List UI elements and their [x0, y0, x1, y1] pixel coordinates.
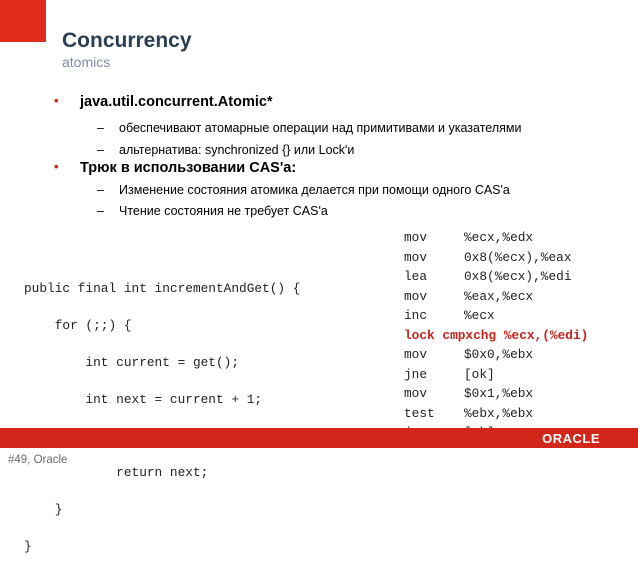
dash-icon: –	[97, 204, 104, 218]
bullet-icon: •	[54, 159, 59, 174]
sub-item	[97, 204, 328, 218]
slide-subtitle: atomics	[62, 54, 111, 70]
asm-op: lea	[404, 269, 428, 284]
code-line: public final int incrementAndGet() {	[24, 281, 301, 297]
sub-item	[97, 143, 354, 157]
asm-op: mov	[404, 386, 428, 401]
bullet-text: Трюк в использовании CAS'а:	[80, 160, 297, 176]
asm-args: 0x8(%ecx),%edi	[464, 269, 572, 284]
asm-args: [ok]	[464, 366, 495, 382]
bullet-text: java.util.concurrent.Atomic*	[80, 94, 273, 110]
code-line: }	[24, 502, 63, 518]
code-line: int next = current + 1;	[24, 391, 263, 407]
oracle-logo: ORACLE	[542, 431, 600, 446]
code-line: int current = get();	[24, 355, 240, 370]
sub-item-text: Чтение состояния не требует CAS'а	[119, 204, 328, 218]
dash-icon: –	[97, 183, 104, 197]
asm-row	[404, 345, 588, 365]
code-line: for (;;) {	[24, 318, 132, 334]
asm-op: inc	[404, 308, 428, 323]
bullet-icon: •	[54, 93, 59, 108]
asm-row	[404, 228, 588, 248]
sub-item-text: Изменение состояния атомика делается при помощи одного CAS'а	[119, 183, 510, 197]
asm-op: lock cmpxchg %ecx,(%edi)	[404, 327, 589, 343]
sub-item	[97, 121, 521, 135]
asm-row	[404, 365, 588, 385]
asm-op: test	[404, 405, 435, 421]
asm-code-block	[404, 228, 588, 443]
code-line: }	[24, 538, 32, 554]
sub-item-text: альтернатива: synchronized {} или Lock'и	[119, 143, 355, 157]
asm-args: $0x1,%ebx	[464, 386, 534, 401]
accent-bar	[0, 0, 46, 42]
asm-row	[404, 248, 588, 268]
asm-args: %ebx,%ebx	[464, 405, 534, 421]
asm-row	[404, 384, 588, 404]
asm-op: mov	[404, 288, 428, 304]
bullet-item	[54, 94, 273, 110]
slide-title: Concurrency	[62, 29, 192, 52]
asm-row	[404, 267, 588, 287]
dash-icon: –	[97, 121, 104, 135]
asm-args: %ecx,%edx	[464, 230, 534, 245]
code-line: return next;	[24, 465, 209, 481]
bullet-item	[54, 160, 296, 176]
asm-args: 0x8(%ecx),%eax	[464, 249, 572, 265]
asm-row	[404, 306, 588, 326]
asm-row	[404, 404, 588, 424]
java-code-block	[24, 262, 339, 575]
dash-icon: –	[97, 143, 104, 157]
page-number: #49, Oracle	[8, 454, 68, 466]
sub-item-text: обеспечивают атомарные операции над примитивами и указателями	[119, 121, 522, 135]
sub-item	[97, 183, 510, 197]
asm-args: %eax,%ecx	[464, 288, 534, 304]
asm-op: mov	[404, 230, 428, 245]
asm-op: mov	[404, 347, 428, 362]
asm-op: mov	[404, 249, 428, 265]
asm-args: %ecx	[464, 308, 495, 323]
asm-row-lock-cmpxchg	[404, 326, 588, 346]
asm-args: $0x0,%ebx	[464, 347, 534, 362]
asm-op: jne	[404, 366, 428, 382]
asm-row	[404, 287, 588, 307]
